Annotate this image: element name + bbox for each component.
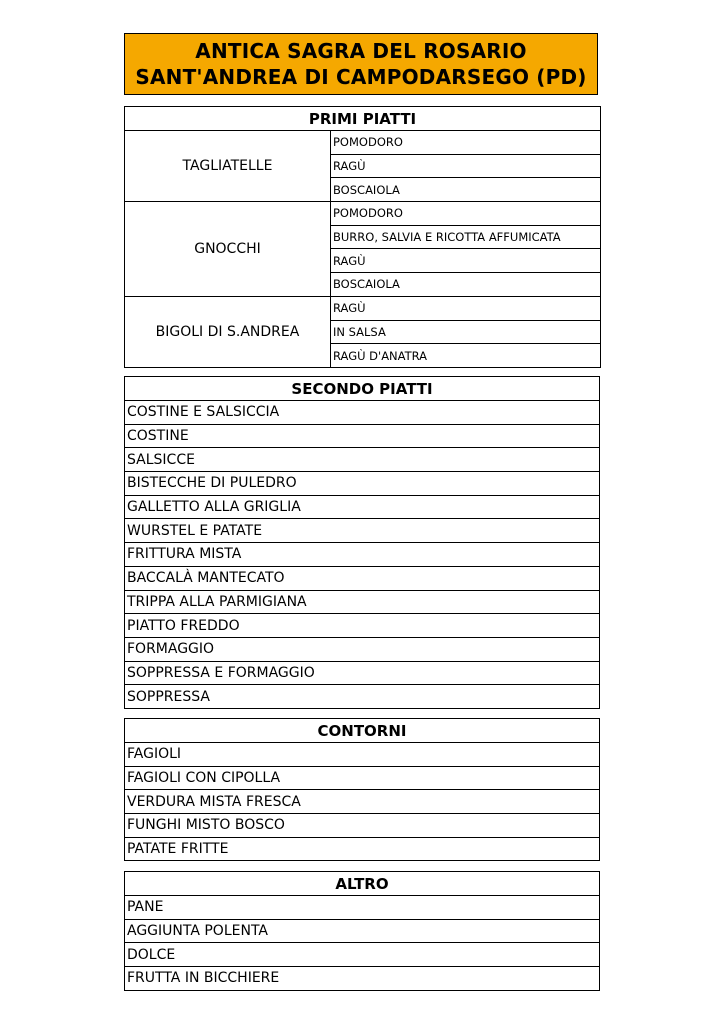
dish-option: BOSCAIOLA [331,178,601,202]
dish-option: POMODORO [331,202,601,226]
menu-title-box [124,33,598,95]
menu-item: SALSICCE [125,448,600,472]
altro-heading: ALTRO [125,872,600,896]
menu-item: WURSTEL E PATATE [125,519,600,543]
menu-item: FRUTTA IN BICCHIERE [125,967,600,991]
menu-item: PIATTO FREDDO [125,614,600,638]
dish-option: IN SALSA [331,320,601,344]
contorni-table [124,718,600,861]
primi-piatti-heading: PRIMI PIATTI [125,107,601,131]
menu-item: FUNGHI MISTO BOSCO [125,814,600,838]
menu-item: PATATE FRITTE [125,837,600,861]
menu-item: FRITTURA MISTA [125,543,600,567]
altro-table [124,871,600,991]
menu-item: TRIPPA ALLA PARMIGIANA [125,590,600,614]
secondo-piatti-table [124,376,600,709]
menu-item: FAGIOLI [125,743,600,767]
dish-option: RAGÙ D'ANATRA [331,344,601,368]
menu-item: PANE [125,896,600,920]
menu-item: SOPPRESSA E FORMAGGIO [125,661,600,685]
dish-option: BURRO, SALVIA E RICOTTA AFFUMICATA [331,225,601,249]
dish-name: TAGLIATELLE [125,131,331,202]
dish-name: BIGOLI DI S.ANDREA [125,296,331,367]
menu-item: GALLETTO ALLA GRIGLIA [125,495,600,519]
contorni-heading: CONTORNI [125,719,600,743]
menu-item: FORMAGGIO [125,637,600,661]
dish-option: POMODORO [331,131,601,155]
menu-title-line2: SANT'ANDREA DI CAMPODARSEGO (PD) [135,65,587,89]
menu-item: SOPPRESSA [125,685,600,709]
secondo-piatti-heading: SECONDO PIATTI [125,377,600,401]
menu-item: COSTINE [125,424,600,448]
menu-item: BACCALÀ MANTECATO [125,566,600,590]
menu-item: VERDURA MISTA FRESCA [125,790,600,814]
primi-piatti-table [124,106,601,368]
dish-name: GNOCCHI [125,202,331,297]
menu-item: DOLCE [125,943,600,967]
menu-title-line1: ANTICA SAGRA DEL ROSARIO [195,39,527,63]
dish-option: RAGÙ [331,296,601,320]
menu-item: AGGIUNTA POLENTA [125,919,600,943]
dish-option: RAGÙ [331,249,601,273]
dish-option: BOSCAIOLA [331,273,601,297]
menu-item: BISTECCHE DI PULEDRO [125,472,600,496]
menu-item: COSTINE E SALSICCIA [125,401,600,425]
menu-item: FAGIOLI CON CIPOLLA [125,766,600,790]
dish-option: RAGÙ [331,154,601,178]
